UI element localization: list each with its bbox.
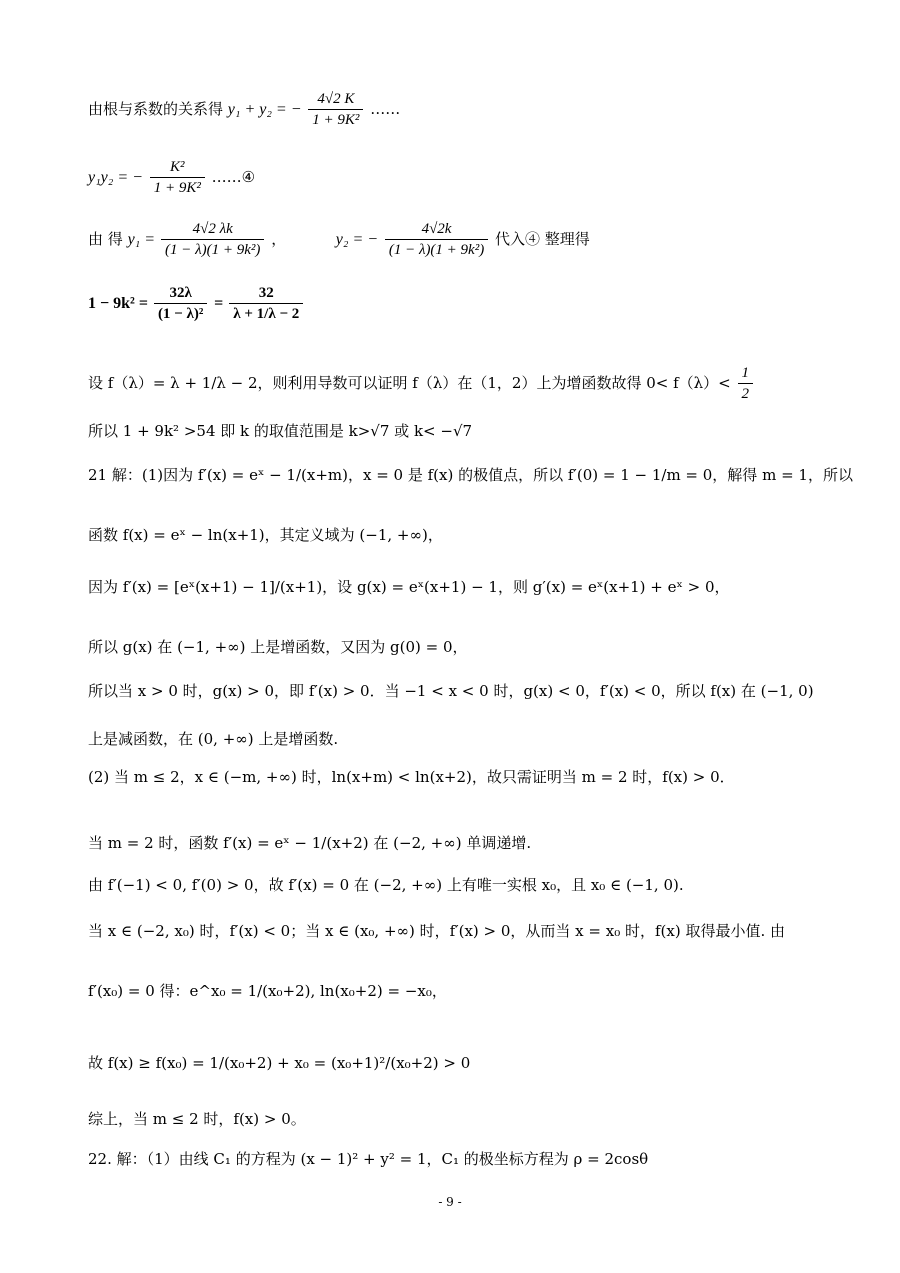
text: 当 x ∈ (−2, x₀) 时，f′(x) < 0；当 x ∈ (x₀, +∞) 时，f′(x) > 0，从而当 x = x₀ 时，f(x) 取得最小值. 由: [88, 922, 786, 940]
line-monotonic: [88, 732, 860, 747]
fraction: [150, 160, 205, 196]
line-derivative: [88, 580, 860, 595]
numerator: K²: [150, 160, 205, 178]
math: 1 − 9k² =: [88, 295, 152, 312]
text: 由 f′(−1) < 0, f′(0) > 0，故 f′(x) = 0 在 (−2, +∞) 上有唯一实根 x₀，且 x₀ ∈ (−1, 0).: [88, 876, 684, 894]
numerator: 32λ: [154, 286, 207, 304]
line-summary: [88, 1112, 860, 1127]
text: 综上，当 m ≤ 2 时，f(x) > 0。: [88, 1110, 306, 1128]
denominator: 1 + 9K²: [153, 180, 201, 196]
math: y₁ =: [127, 231, 160, 248]
fraction: [308, 92, 363, 128]
text: f′(x₀) = 0 得：e^x₀ = 1/(x₀+2), ln(x₀+2) = −x₀，: [88, 982, 447, 1000]
text: 代入④ 整理得: [495, 230, 590, 248]
line-f-lambda: [88, 366, 860, 402]
text: ……: [370, 100, 401, 118]
text: 22. 解：（1）由线 C₁ 的方程为 (x − 1)² + y² = 1，C₁ 的极坐标方程为 ρ = 2cosθ: [88, 1150, 649, 1168]
text: 函数 f(x) = eˣ − ln(x+1)，其定义域为 (−1, +∞)，: [88, 526, 443, 544]
line-q22: [88, 1152, 860, 1167]
line-part2: [88, 770, 860, 785]
denominator: (1 − λ)(1 + 9k²): [165, 242, 261, 258]
text: 设 f（λ）= λ + 1/λ − 2，则利用导数可以证明 f（λ）在（1，2）上为增函数故得 0< f（λ）<: [88, 374, 731, 392]
fraction: [738, 366, 754, 402]
fraction: [385, 222, 488, 258]
text: 21 解：(1)因为 f′(x) = eˣ − 1/(x+m)，x = 0 是 f(x) 的极值点，所以 f′(0) = 1 − 1/m = 0，解得 m = 1，所以: [88, 466, 853, 484]
line-g-increasing: [88, 640, 860, 655]
text: ……④: [211, 168, 256, 186]
text: 所以当 x > 0 时，g(x) > 0，即 f′(x) > 0．当 −1 < x < 0 时，g(x) < 0，f′(x) < 0，所以 f(x) 在 (−1, 0): [88, 682, 814, 700]
line-q21-part1: [88, 468, 860, 483]
math: y₁ + y₂ = −: [227, 101, 302, 118]
text: (2) 当 m ≤ 2，x ∈ (−m, +∞) 时，ln(x+m) < ln(x+2)，故只需证明当 m = 2 时，f(x) > 0．: [88, 768, 735, 786]
line-m-equals-2: [88, 836, 860, 851]
denominator: (1 − λ)²: [157, 306, 204, 322]
line-equation: [88, 286, 860, 322]
numerator: 32: [229, 286, 303, 304]
text: 所以 1 + 9k² >54 即 k 的取值范围是 k>√7 或 k< −√7: [88, 422, 473, 440]
text: 故 f(x) ≥ f(x₀) = 1/(x₀+2) + x₀ = (x₀+1)²/(x₀+2) > 0: [88, 1054, 471, 1072]
text: ，: [271, 230, 287, 248]
line-conclusion-inequality: [88, 1056, 860, 1071]
fraction: [161, 222, 264, 258]
line-minimum: [88, 924, 860, 939]
text: 因为 f′(x) = [eˣ(x+1) − 1]/(x+1)，设 g(x) = eˣ(x+1) − 1，则 g′(x) = eˣ(x+1) + eˣ > 0，: [88, 578, 730, 596]
text: 上是减函数，在 (0, +∞) 上是增函数.: [88, 730, 339, 748]
line-function-domain: [88, 528, 860, 543]
math: y₂ = −: [335, 231, 379, 248]
denominator: λ + 1/λ − 2: [233, 306, 300, 322]
text: 由 得: [88, 230, 123, 248]
math: =: [214, 295, 228, 312]
text: 由根与系数的关系得: [88, 100, 224, 118]
denominator: (1 − λ)(1 + 9k²): [388, 242, 485, 258]
line-k-range: [88, 424, 860, 439]
line-unique-root: [88, 878, 860, 893]
fraction: [154, 286, 207, 322]
line-sign-analysis: [88, 684, 860, 699]
numerator: 4√2 K: [308, 92, 363, 110]
denominator: 2: [741, 386, 749, 402]
text: 所以 g(x) 在 (−1, +∞) 上是增函数，又因为 g(0) = 0，: [88, 638, 468, 656]
numerator: 1: [738, 366, 754, 384]
line-x0-relations: [88, 984, 860, 999]
numerator: 4√2 λk: [161, 222, 264, 240]
line-root-product: [88, 160, 860, 196]
denominator: 1 + 9K²: [312, 112, 360, 128]
line-y1-y2: [88, 222, 860, 258]
numerator: 4√2k: [385, 222, 488, 240]
text: 当 m = 2 时，函数 f′(x) = eˣ − 1/(x+2) 在 (−2, +∞) 单调递增.: [88, 834, 532, 852]
math: y₁y₂ = −: [88, 169, 143, 186]
line-root-sum: [88, 92, 860, 128]
fraction: [229, 286, 303, 322]
page-number: - 9 -: [438, 1195, 462, 1209]
